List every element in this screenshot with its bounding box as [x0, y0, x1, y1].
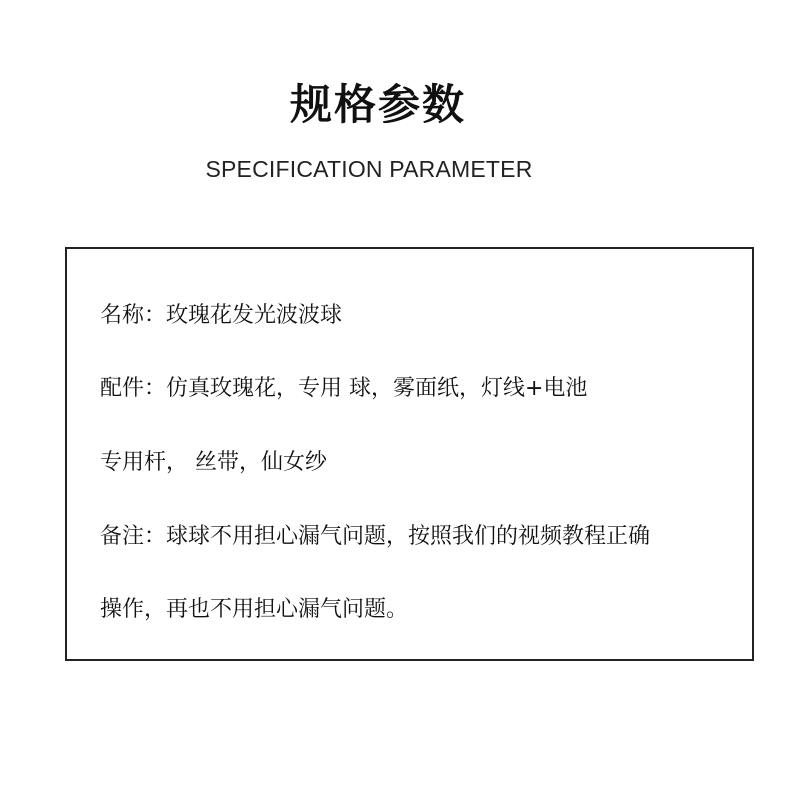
spec-line-accessories-cont: 专用杆， 丝带，仙女纱	[100, 450, 327, 475]
page-title: 规格参数	[289, 80, 466, 129]
spec-box	[65, 247, 754, 661]
spec-line-accessories: 配件：仿真玫瑰花，专用 球，雾面纸，灯线+电池	[100, 376, 588, 401]
spec-line-note-cont: 操作，再也不用担心漏气问题。	[100, 597, 409, 622]
spec-line-note: 备注：球球不用担心漏气问题，按照我们的视频教程正确	[100, 524, 651, 549]
page-subtitle: SPECIFICATION PARAMETER	[205, 156, 533, 182]
spec-line-name: 名称：玫瑰花发光波波球	[100, 303, 343, 328]
